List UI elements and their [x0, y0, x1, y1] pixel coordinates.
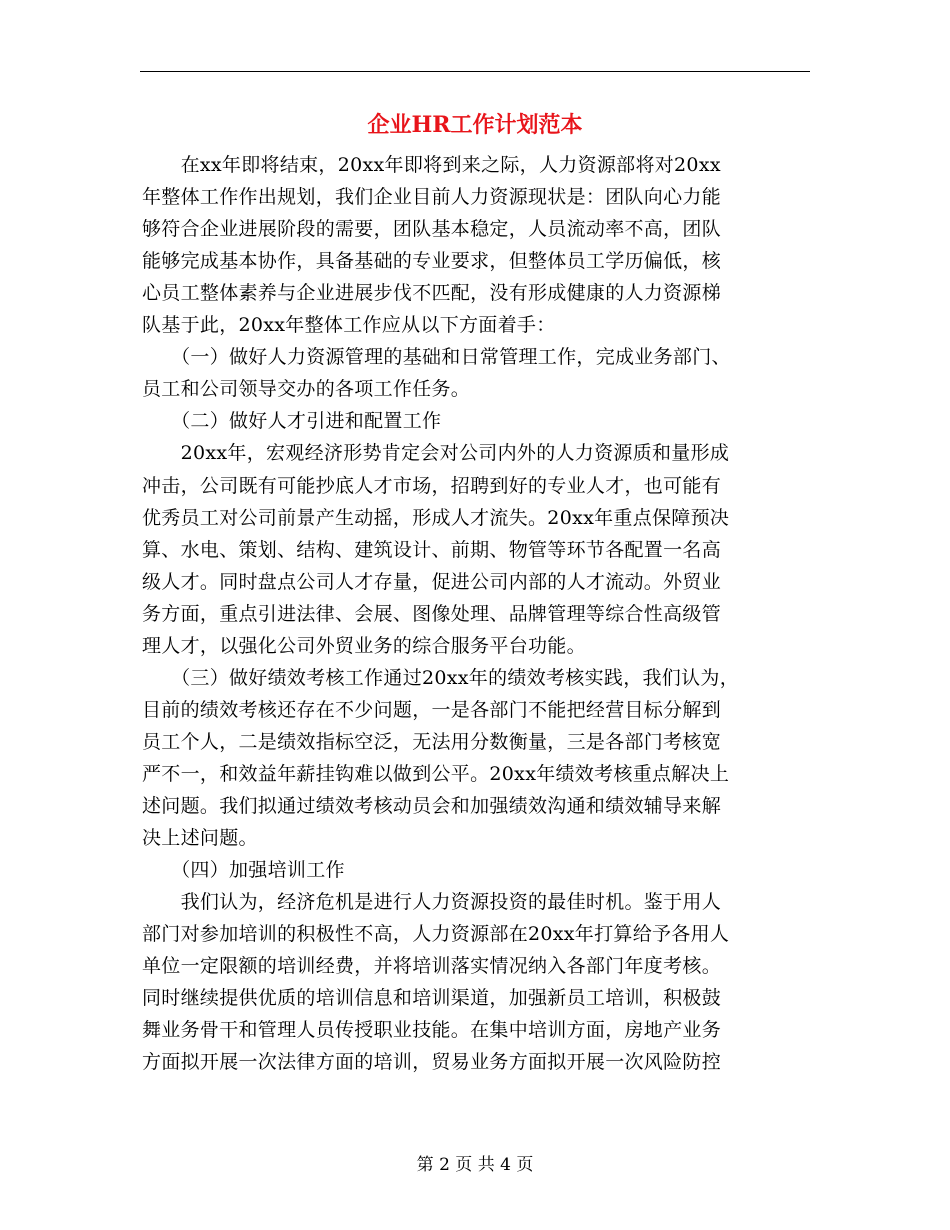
- body-line: 级人才。同时盘点公司人才存量，促进公司内部的人才流动。外贸业: [142, 571, 722, 593]
- body-line: 目前的绩效考核还存在不少问题，一是各部门不能把经营目标分解到: [142, 699, 722, 721]
- body-line: 严不一，和效益年薪挂钩难以做到公平。20xx年绩效考核重点解决上: [142, 763, 730, 785]
- body-line: 单位一定限额的培训经费，并将培训落实情况纳入各部门年度考核。: [142, 955, 722, 977]
- body-line: 算、水电、策划、结构、建筑设计、前期、物管等环节各配置一名高: [142, 539, 722, 561]
- body-line: 同时继续提供优质的培训信息和培训渠道，加强新员工培训，积极鼓: [142, 987, 722, 1009]
- body-line: 员工个人，二是绩效指标空泛，无法用分数衡量，三是各部门考核宽: [142, 731, 722, 753]
- body-line: 部门对参加培训的积极性不高，人力资源部在20xx年打算给予各用人: [142, 923, 730, 945]
- body-line: 员工和公司领导交办的各项工作任务。: [142, 378, 471, 400]
- page-footer: 第 2 页 共 4 页: [416, 1155, 534, 1175]
- body-line: 在xx年即将结束，20xx年即将到来之际，人力资源部将对20xx: [142, 154, 721, 176]
- document-title: 企业HR工作计划范本: [367, 112, 583, 138]
- body-line: 决上述问题。: [142, 827, 258, 849]
- body-line: 够符合企业进展阶段的需要，团队基本稳定，人员流动率不高，团队: [142, 218, 722, 240]
- body-line: （三）做好绩效考核工作通过20xx年的绩效考核实践，我们认为，: [142, 667, 740, 689]
- body-line: 务方面，重点引进法律、会展、图像处理、品牌管理等综合性高级管: [142, 603, 722, 625]
- header-rule: [140, 71, 810, 72]
- body-line: 理人才，以强化公司外贸业务的综合服务平台功能。: [142, 635, 586, 657]
- body-line: 20xx年，宏观经济形势肯定会对公司内外的人力资源质和量形成: [142, 442, 730, 464]
- body-line: 方面拟开展一次法律方面的培训，贸易业务方面拟开展一次风险防控: [142, 1051, 722, 1073]
- body-line: 心员工整体素养与企业进展步伐不匹配，没有形成健康的人力资源梯: [142, 282, 722, 304]
- body-line: （四）加强培训工作: [142, 859, 345, 881]
- body-line: 舞业务骨干和管理人员传授职业技能。在集中培训方面，房地产业务: [142, 1019, 722, 1041]
- body-line: 述问题。我们拟通过绩效考核动员会和加强绩效沟通和绩效辅导来解: [142, 795, 722, 817]
- body-line: （二）做好人才引进和配置工作: [142, 410, 442, 432]
- body-line: 能够完成基本协作，具备基础的专业要求，但整体员工学历偏低，核: [142, 250, 722, 272]
- body-line: 冲击，公司既有可能抄底人才市场，招聘到好的专业人才，也可能有: [142, 475, 722, 497]
- body-line: 年整体工作作出规划，我们企业目前人力资源现状是：团队向心力能: [142, 186, 722, 208]
- body-line: 优秀员工对公司前景产生动摇，形成人才流失。20xx年重点保障预决: [142, 507, 730, 529]
- body-line: （一）做好人力资源管理的基础和日常管理工作，完成业务部门、: [142, 346, 731, 368]
- body-line: 队基于此，20xx年整体工作应从以下方面着手：: [142, 314, 556, 336]
- body-line: 我们认为，经济危机是进行人力资源投资的最佳时机。鉴于用人: [142, 891, 722, 913]
